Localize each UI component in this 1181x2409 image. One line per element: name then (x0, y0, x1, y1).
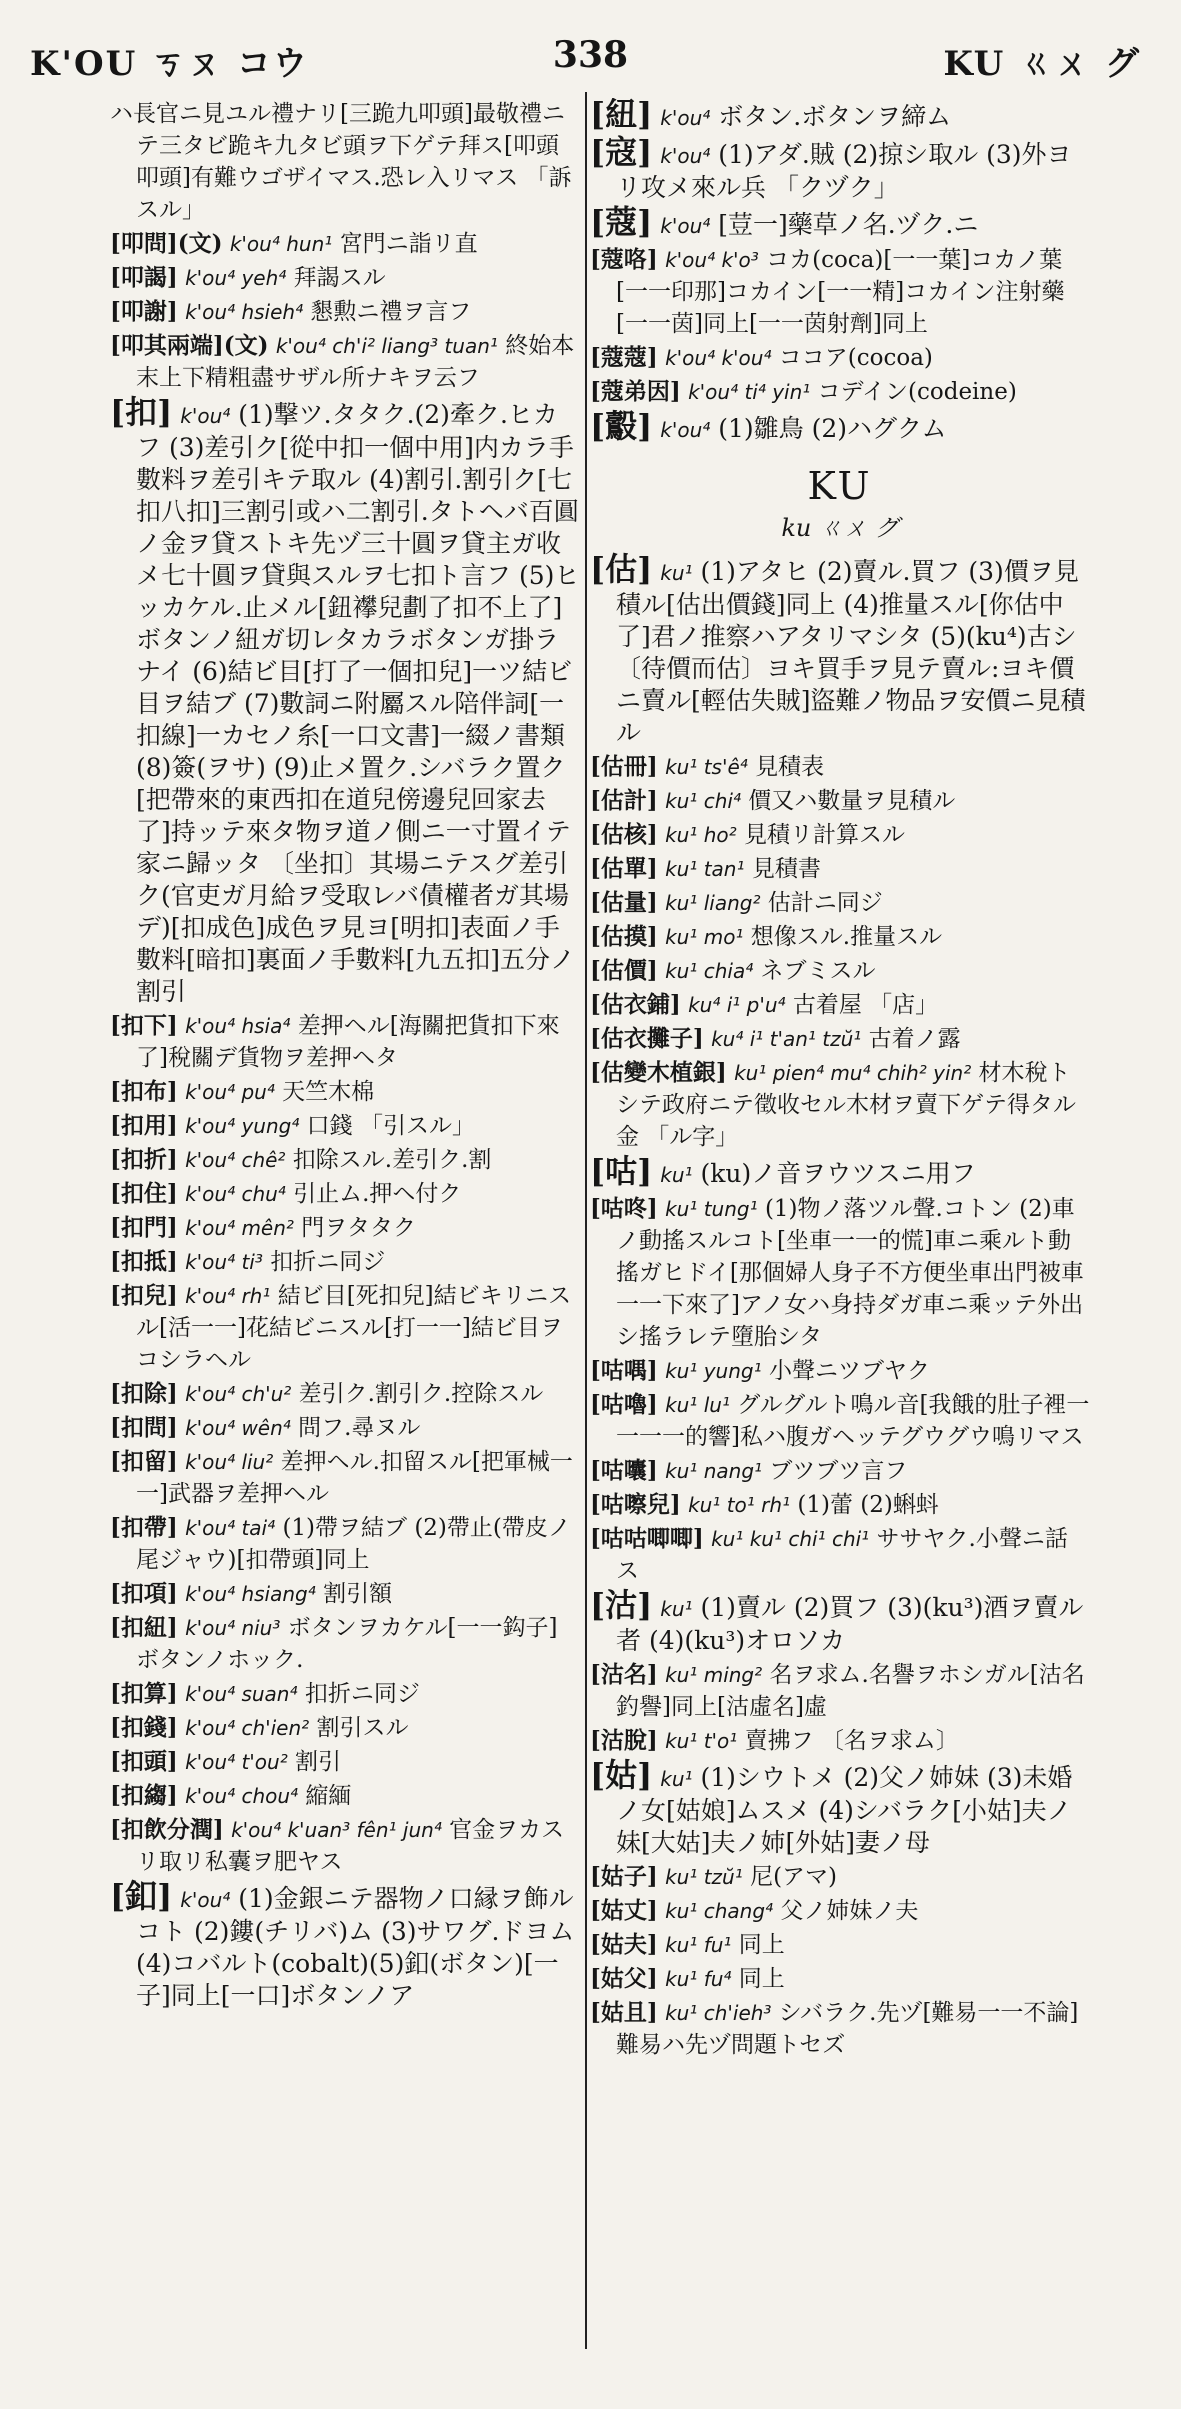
entry-headword: [扣除] (110, 1380, 178, 1407)
entry-romanization: ku⁴ i¹ t'an¹ tzŭ¹ (711, 1027, 862, 1051)
dictionary-entry (590, 1152, 1090, 1191)
entry-headword: [扣項] (110, 1580, 178, 1607)
entry-definition: (1)アタヒ (2)賣ル.買フ (3)價ヲ見積ル[估出價錢]同上 (4)推量スル[你估中了]君ノ推察ハアタリマシタ (5)(ku⁴)古シ 〔待價而估〕ヨキ買手ヲ見テ賣ル:ヨキ價ニ賣ル[輕估失賊]盜難ノ物品ヲ安價ニ見積ル (616, 557, 1086, 747)
entry-headword: [咕嚕] (590, 1391, 658, 1418)
entry-romanization: k'ou⁴ ti³ (185, 1250, 263, 1274)
entry-romanization: k'ou⁴ chou⁴ (185, 1784, 299, 1808)
dictionary-entry (590, 853, 1090, 885)
dictionary-entry (110, 1512, 580, 1576)
dictionary-entry (590, 819, 1090, 851)
entry-headword: [蔻] (590, 203, 653, 241)
entry-romanization: ku¹ (660, 1163, 693, 1187)
entry-headword: [咕咚] (590, 1195, 658, 1222)
entry-romanization: k'ou⁴ suan⁴ (185, 1682, 298, 1706)
entry-definition: ボタンヲカケル[一一鈎子]ボタンノホック. (136, 1615, 558, 1673)
entry-definition: ネブミスル (760, 958, 876, 984)
dictionary-entry (110, 262, 580, 294)
entry-definition: 名ヲ求ム.名譽ヲホシガル[沽名釣譽]同上[沽虛名]虛 (616, 1662, 1085, 1720)
entry-romanization: ku¹ (660, 1597, 693, 1621)
entry-romanization: k'ou⁴ yeh⁴ (185, 266, 287, 290)
entry-headword: [沽名] (590, 1661, 658, 1688)
entry-romanization: k'ou⁴ wên⁴ (185, 1416, 291, 1440)
entry-definition: 材木稅トシテ政府ニテ徵收セル木材ヲ賣下ゲテ得タル金 「ル字」 (616, 1060, 1076, 1150)
entry-romanization: k'ou⁴ (660, 214, 711, 238)
entry-definition: 見積リ計算スル (743, 822, 905, 848)
entry-headword: [扣] (110, 393, 173, 431)
entry-headword: [叩謝] (110, 298, 178, 325)
dictionary-entry (590, 407, 1090, 446)
entry-headword: [估衣攤子] (590, 1025, 704, 1052)
entry-romanization: k'ou⁴ hsiang⁴ (185, 1582, 316, 1606)
entry-definition: 父ノ姉妹ノ夫 (780, 1898, 919, 1924)
entry-headword: [扣下] (110, 1012, 178, 1039)
dictionary-entry (110, 1578, 580, 1610)
dictionary-entry (590, 751, 1090, 783)
entry-headword: [扣抵] (110, 1248, 178, 1275)
dictionary-entry (110, 1412, 580, 1444)
entry-headword: [扣頭] (110, 1748, 178, 1775)
entry-headword: [鷇] (590, 407, 653, 445)
entry-definition: コデイン(codeine) (817, 379, 1017, 405)
entry-headword: [扣留] (110, 1448, 178, 1475)
entry-headword: [寇] (590, 133, 653, 171)
entry-definition: 終始本末上下精粗盡サザル所ナキヲ云フ (136, 333, 575, 391)
entry-headword: [估計] (590, 787, 658, 814)
dictionary-entry (590, 1997, 1090, 2061)
entry-headword: [扣用] (110, 1112, 178, 1139)
entry-headword: [沽脫] (590, 1727, 658, 1754)
entry-romanization: k'ou⁴ mên² (185, 1216, 294, 1240)
entry-definition: 問フ.尋ヌル (298, 1415, 421, 1441)
dictionary-entry (590, 1057, 1090, 1153)
entry-romanization: k'ou⁴ rh¹ (185, 1284, 271, 1308)
dictionary-entry (110, 1246, 580, 1278)
entry-headword: [咕咕唧唧] (590, 1525, 704, 1552)
dictionary-entry (110, 1010, 580, 1074)
entry-romanization: k'ou⁴ pu⁴ (185, 1080, 275, 1104)
entry-romanization: ku¹ liang² (665, 891, 761, 915)
entry-romanization: k'ou⁴ hun¹ (229, 232, 333, 256)
section-subheading: ku ㄍㄨ グ (781, 514, 899, 542)
dictionary-entry (590, 887, 1090, 919)
entry-headword: [蔻咯] (590, 246, 658, 273)
entry-headword: [姑夫] (590, 1931, 658, 1958)
entry-headword: [估變木植銀] (590, 1059, 727, 1086)
entry-romanization: k'ou⁴ liu² (185, 1450, 274, 1474)
entry-definition: (1)蕾 (2)蝌蚪 (797, 1492, 939, 1518)
entry-romanization: ku¹ yung¹ (665, 1359, 762, 1383)
entry-headword: [釦] (110, 1877, 173, 1915)
entry-headword: [咕嚓兒] (590, 1491, 681, 1518)
entry-headword: [估價] (590, 957, 658, 984)
entry-headword: [扣算] (110, 1680, 178, 1707)
entry-definition: 扣除スル.差引ク.割 (292, 1147, 492, 1173)
entry-headword: [扣紐] (110, 1614, 178, 1641)
entry-headword: [蔻蔻] (590, 344, 658, 371)
entry-romanization: k'ou⁴ ch'u² (185, 1382, 292, 1406)
dictionary-entry (590, 1455, 1090, 1487)
entry-definition: 同上 (738, 1932, 785, 1958)
dictionary-entry (590, 785, 1090, 817)
entry-headword: [咕] (590, 1152, 653, 1190)
dictionary-entry (590, 1586, 1090, 1657)
entry-headword: [估] (590, 550, 653, 588)
dictionary-entry (590, 342, 1090, 374)
right-column-top-entries (590, 98, 1090, 446)
entry-definition: 估計ニ同ジ (767, 890, 883, 916)
dictionary-entry (110, 1280, 580, 1376)
entry-headword: [蔻弟因] (590, 378, 681, 405)
entry-headword: [扣布] (110, 1078, 178, 1105)
entry-definition: 結ビ目[死扣兒]結ビキリニスル[活一一]花結ビニスル[打一一]結ビ目ヲコシラヘル (136, 1283, 572, 1373)
entry-headword: [姑丈] (590, 1897, 658, 1924)
entry-headword: [叩謁] (110, 264, 178, 291)
dictionary-entry (110, 1780, 580, 1812)
entry-definition: 懇勲ニ禮ヲ言フ (310, 299, 472, 325)
header-right-guide: KU ㄍㄨ グ (943, 44, 1141, 84)
entry-definition: シバラク.先ヅ[難易一一不論]難易ハ先ヅ問題トセズ (616, 2000, 1079, 2058)
entry-definition: 見積表 (755, 754, 825, 780)
dictionary-entry (110, 393, 580, 1008)
entry-romanization: ku¹ tzŭ¹ (665, 1865, 743, 1889)
entry-headword: [姑且] (590, 1999, 658, 2026)
entry-definition: 天竺木棉 (282, 1079, 375, 1105)
entry-definition: 口錢 「引スル」 (306, 1113, 475, 1139)
dictionary-entry (590, 1725, 1090, 1757)
dictionary-entry (110, 1110, 580, 1142)
entry-headword: [估冊] (590, 753, 658, 780)
entry-romanization: ku¹ nang¹ (665, 1459, 763, 1483)
entry-romanization: ku¹ chi⁴ (665, 789, 741, 813)
entry-definition: 古着ノ露 (868, 1026, 961, 1052)
entry-definition: 差引ク.割引ク.控除スル (298, 1381, 544, 1407)
entry-headword: [叩其兩端](文) (110, 332, 269, 359)
dictionary-entry (590, 1659, 1090, 1723)
entry-definition: (1)帶ヲ結ブ (2)帶止(帶皮ノ尾ジャウ)[扣帶頭]同上 (136, 1515, 571, 1573)
entry-definition: 官金ヲカスリ取リ私囊ヲ肥ヤス (136, 1817, 565, 1875)
entry-romanization: k'ou⁴ niu³ (185, 1616, 281, 1640)
section-heading: KU (807, 464, 873, 508)
entry-definition: (1)撃ツ.タタク.(2)牽ク.ヒカフ (3)差引ク[從中扣一個中用]内カラ手數料ヲ差引キテ取ル (4)割引.割引ク[七扣八扣]三割引或ハ二割引.タトヘバ百圓ノ金ヲ貸ストキ先ヅ三十圓ヲ貸主ガ收メ七十圓ヲ貸與スルヲ七扣ト言フ (5)ヒッカケル.止メル[鈕襻兒劃了扣不上了]ボタンノ紐ガ切レタカラボタンガ掛ラナイ (6)結ビ目[打了一個扣兒]一ツ結ビ目ヲ結ブ (7)數詞ニ附屬スル陪伴詞[一扣線]一カセノ糸[一口文書]一綴ノ書類 (8)簽(ヲサ) (9)止メ置ク.シバラク置ク[把帶來的東西扣在道兒傍邊兒回家去了]持ッテ來タ物ヲ道ノ側ニ一寸置イテ家ニ歸ッタ 〔坐扣〕其場ニテスグ差引ク(官吏ガ月給ヲ受取レバ債權者ガ其場デ)[扣成色]成色ヲ見ヨ[明扣]表面ノ手數料[暗扣]裏面ノ手數料[九五扣]五分ノ割引 (136, 400, 580, 1006)
entry-headword: [估核] (590, 821, 658, 848)
dictionary-entry (590, 1023, 1090, 1055)
entry-definition: (1)金銀ニテ器物ノ口縁ヲ飾ルコト (2)鏤(チリバ)ム (3)サワグ.ドヨム (4)コバルト(cobalt)(5)釦(ボタン)[一子]同上[一口]ボタンノア (136, 1884, 575, 2010)
entry-headword: [扣錢] (110, 1714, 178, 1741)
dictionary-entry (590, 1489, 1090, 1521)
entry-romanization: ku¹ ts'ê⁴ (665, 755, 748, 779)
entry-romanization: k'ou⁴ (660, 144, 711, 168)
entry-definition: 小聲ニツブヤク (768, 1358, 930, 1384)
entry-definition: 差押ヘル.扣留スル[把軍械一一]武器ヲ差押ヘル (136, 1449, 573, 1507)
entry-romanization: ku¹ fu¹ (665, 1933, 732, 1957)
entry-romanization: ku¹ ming² (665, 1663, 763, 1687)
dictionary-entry (590, 1389, 1090, 1453)
entry-definition: 尼(アマ) (750, 1864, 838, 1890)
entry-definition: ササヤク.小聲ニ話ス (616, 1526, 1068, 1584)
entry-romanization: k'ou⁴ (180, 1888, 231, 1912)
entry-headword: [扣帶] (110, 1514, 178, 1541)
entry-definition: ボタン.ボタンヲ締ム (718, 102, 952, 131)
entry-romanization: k'ou⁴ hsia⁴ (185, 1014, 291, 1038)
entry-romanization: ku¹ ch'ieh³ (665, 2001, 772, 2025)
entry-romanization: k'ou⁴ ch'i² liang³ tuan¹ (275, 334, 498, 358)
entry-definition: 拜謁スル (293, 265, 386, 291)
entry-headword: [扣門] (110, 1214, 178, 1241)
entry-headword: [紐] (590, 98, 653, 133)
page-number: 338 (552, 34, 629, 76)
entry-romanization: k'ou⁴ yung⁴ (185, 1114, 300, 1138)
entry-romanization: ku⁴ i¹ p'u⁴ (688, 993, 786, 1017)
entry-headword: [咕囔] (590, 1457, 658, 1484)
entry-romanization: k'ou⁴ (180, 404, 231, 428)
entry-romanization: ku¹ lu¹ (665, 1393, 730, 1417)
entry-definition: 割引スル (316, 1715, 409, 1741)
page-header (20, 28, 1161, 86)
dictionary-entry (590, 98, 1090, 134)
entry-definition: ブツブツ言フ (769, 1458, 908, 1484)
entry-romanization: k'ou⁴ (660, 418, 711, 442)
right-column (590, 98, 1090, 2369)
entry-definition: 差押ヘル[海關把貨扣下來了]稅關デ貨物ヲ差押ヘタ (136, 1013, 560, 1071)
dictionary-entry (590, 1861, 1090, 1893)
entry-headword: [扣飲分潤] (110, 1816, 224, 1843)
entry-romanization: k'ou⁴ k'o³ (665, 248, 759, 272)
dictionary-entry (590, 921, 1090, 953)
entry-definition: (1)賣ル (2)買フ (3)(ku³)酒ヲ賣ル者 (4)(ku³)オロソカ (616, 1593, 1084, 1655)
entry-romanization: k'ou⁴ ch'ien² (185, 1716, 310, 1740)
entry-headword: [扣問] (110, 1414, 178, 1441)
entry-romanization: ku¹ fu⁴ (665, 1967, 732, 1991)
dictionary-entry (110, 1877, 580, 2012)
entry-definition: 同上 (738, 1966, 785, 1992)
column-divider (585, 92, 587, 2349)
entry-definition: 想像スル.推量スル (750, 924, 943, 950)
entry-definition: (ku)ノ音ヲウツスニ用フ (700, 1159, 976, 1188)
entry-definition: 見積書 (751, 856, 821, 882)
dictionary-entry (590, 955, 1090, 987)
entry-romanization: k'ou⁴ hsieh⁴ (185, 300, 304, 324)
dictionary-entry (590, 376, 1090, 408)
entry-romanization: k'ou⁴ chê² (185, 1148, 286, 1172)
dictionary-entry (590, 1756, 1090, 1859)
entry-definition: 宮門ニ詣リ直 (339, 231, 478, 257)
dictionary-entry (110, 1612, 580, 1676)
entry-definition: 引止ム.押ヘ付ク (293, 1181, 462, 1207)
entry-romanization: ku¹ ku¹ chi¹ chi¹ (711, 1527, 870, 1551)
entry-definition: (1)アダ.賊 (2)掠シ取ル (3)外ヨリ攻メ來ル兵 「クヅク」 (616, 140, 1072, 202)
entry-headword: [估單] (590, 855, 658, 882)
entry-romanization: ku¹ chia⁴ (665, 959, 754, 983)
entry-romanization: ku¹ t'o¹ (665, 1729, 738, 1753)
entry-headword: [扣縐] (110, 1782, 178, 1809)
dictionary-entry (110, 1178, 580, 1210)
entry-headword: [估量] (590, 889, 658, 916)
dictionary-entry (590, 1523, 1090, 1587)
entry-romanization: ku¹ chang⁴ (665, 1899, 774, 1923)
entry-headword: [估摸] (590, 923, 658, 950)
dictionary-entry (590, 1963, 1090, 1995)
entry-headword: [姑父] (590, 1965, 658, 1992)
entry-romanization: ku¹ (660, 1767, 693, 1791)
entry-definition: ココア(cocoa) (778, 345, 933, 371)
dictionary-entry (110, 1076, 580, 1108)
entry-headword: [沽] (590, 1586, 653, 1624)
entry-romanization: ku¹ tan¹ (665, 857, 745, 881)
entry-headword: [扣住] (110, 1180, 178, 1207)
dictionary-entry (110, 1212, 580, 1244)
dictionary-entry (110, 98, 580, 226)
dictionary-entry (590, 203, 1090, 242)
entry-romanization: k'ou⁴ (660, 106, 711, 130)
entry-romanization: k'ou⁴ chu⁴ (185, 1182, 286, 1206)
entry-definition: 賣拂フ 〔名ヲ求ム〕 (744, 1728, 959, 1754)
entry-romanization: k'ou⁴ k'ou⁴ (665, 346, 772, 370)
entry-definition: 扣折ニ同ジ (304, 1681, 420, 1707)
entry-romanization: k'ou⁴ tai⁴ (185, 1516, 276, 1540)
dictionary-entry (110, 330, 580, 394)
dictionary-entry (110, 1678, 580, 1710)
entry-headword: [扣兒] (110, 1282, 178, 1309)
entry-definition: 門ヲタタク (301, 1215, 417, 1241)
entry-definition: 割引 (295, 1749, 342, 1775)
dictionary-entry (590, 550, 1090, 749)
dictionary-entry (110, 228, 580, 260)
entry-headword: [叩問](文) (110, 230, 223, 257)
dictionary-entry (590, 1355, 1090, 1387)
entry-headword: [姑子] (590, 1863, 658, 1890)
entry-definition: (1)シウトメ (2)父ノ姉妹 (3)未婚ノ女[姑娘]ムスメ (4)シバラク[小姑]夫ノ妹[大姑]夫ノ姉[外姑]妻ノ母 (616, 1763, 1073, 1857)
left-column (110, 98, 580, 2369)
dictionary-entry (590, 1193, 1090, 1353)
entry-headword: [扣折] (110, 1146, 178, 1173)
entry-definition: グルグルト鳴ル音[我餓的肚子裡一一一一的響]私ハ腹ガヘッテグウグウ鳴リマス (616, 1392, 1090, 1450)
dictionary-entry (590, 989, 1090, 1021)
entry-headword: [咕喁] (590, 1357, 658, 1384)
entry-definition: 扣折ニ同ジ (270, 1249, 386, 1275)
entry-romanization: k'ou⁴ ti⁴ yin¹ (688, 380, 811, 404)
right-column-bottom-entries (590, 550, 1090, 2061)
dictionary-entry (110, 1746, 580, 1778)
dictionary-entry (110, 1446, 580, 1510)
entry-definition: [荳一]藥草ノ名.ヅク.ニ (718, 210, 979, 239)
entry-definition: ハ長官ニ見ユル禮ナリ[三跪九叩頭]最敬禮ニテ三タビ跪キ九タビ頭ヲ下ゲテ拜ス[叩頭叩頭]有難ウゴザイマス.恐レ入リマス 「訴スル」 (110, 101, 572, 223)
entry-definition: 古着屋 「店」 (792, 992, 939, 1018)
entry-definition: 割引額 (323, 1581, 393, 1607)
dictionary-entry (110, 1144, 580, 1176)
header-left-guide: K'OU ㄎㄡ コウ (30, 44, 309, 84)
dictionary-entry (110, 1814, 580, 1878)
entry-romanization: k'ou⁴ t'ou² (185, 1750, 288, 1774)
dictionary-entry (590, 244, 1090, 340)
entry-definition: (1)雛鳥 (2)ハグクム (718, 414, 947, 443)
dictionary-entry (590, 1929, 1090, 1961)
dictionary-entry (110, 1378, 580, 1410)
entry-definition: 價又ハ數量ヲ見積ル (748, 788, 956, 814)
entry-romanization: ku¹ mo¹ (665, 925, 744, 949)
entry-definition: (1)物ノ落ツル聲.コトン (2)車ノ動搖スルコト[坐車一一的慌]車ニ乘ルト動搖ガヒドイ[那個婦人身子不方便坐車出門被車一一下來了]アノ女ハ身持ダガ車ニ乘ッテ外出シ搖ラレテ墮胎シタ (616, 1196, 1084, 1350)
dictionary-entry (590, 1895, 1090, 1927)
dictionary-entry (110, 1712, 580, 1744)
dictionary-entry (590, 133, 1090, 204)
entry-romanization: ku¹ tung¹ (665, 1197, 758, 1221)
entry-romanization: k'ou⁴ k'uan³ fên¹ jun⁴ (231, 1818, 442, 1842)
entry-definition: コカ(coca)[一一葉]コカノ葉[一一印那]コカイン[一一精]コカイン注射藥[一一茵]同上[一一茵射劑]同上 (616, 247, 1065, 337)
entry-definition: 縮緬 (305, 1783, 352, 1809)
dictionary-entry (110, 296, 580, 328)
entry-romanization: ku¹ pien⁴ mu⁴ chih² yin² (734, 1061, 972, 1085)
entry-romanization: ku¹ to¹ rh¹ (688, 1493, 791, 1517)
entry-romanization: ku¹ (660, 561, 693, 585)
entry-romanization: ku¹ ho² (665, 823, 737, 847)
entry-headword: [姑] (590, 1756, 653, 1794)
entry-headword: [估衣鋪] (590, 991, 681, 1018)
